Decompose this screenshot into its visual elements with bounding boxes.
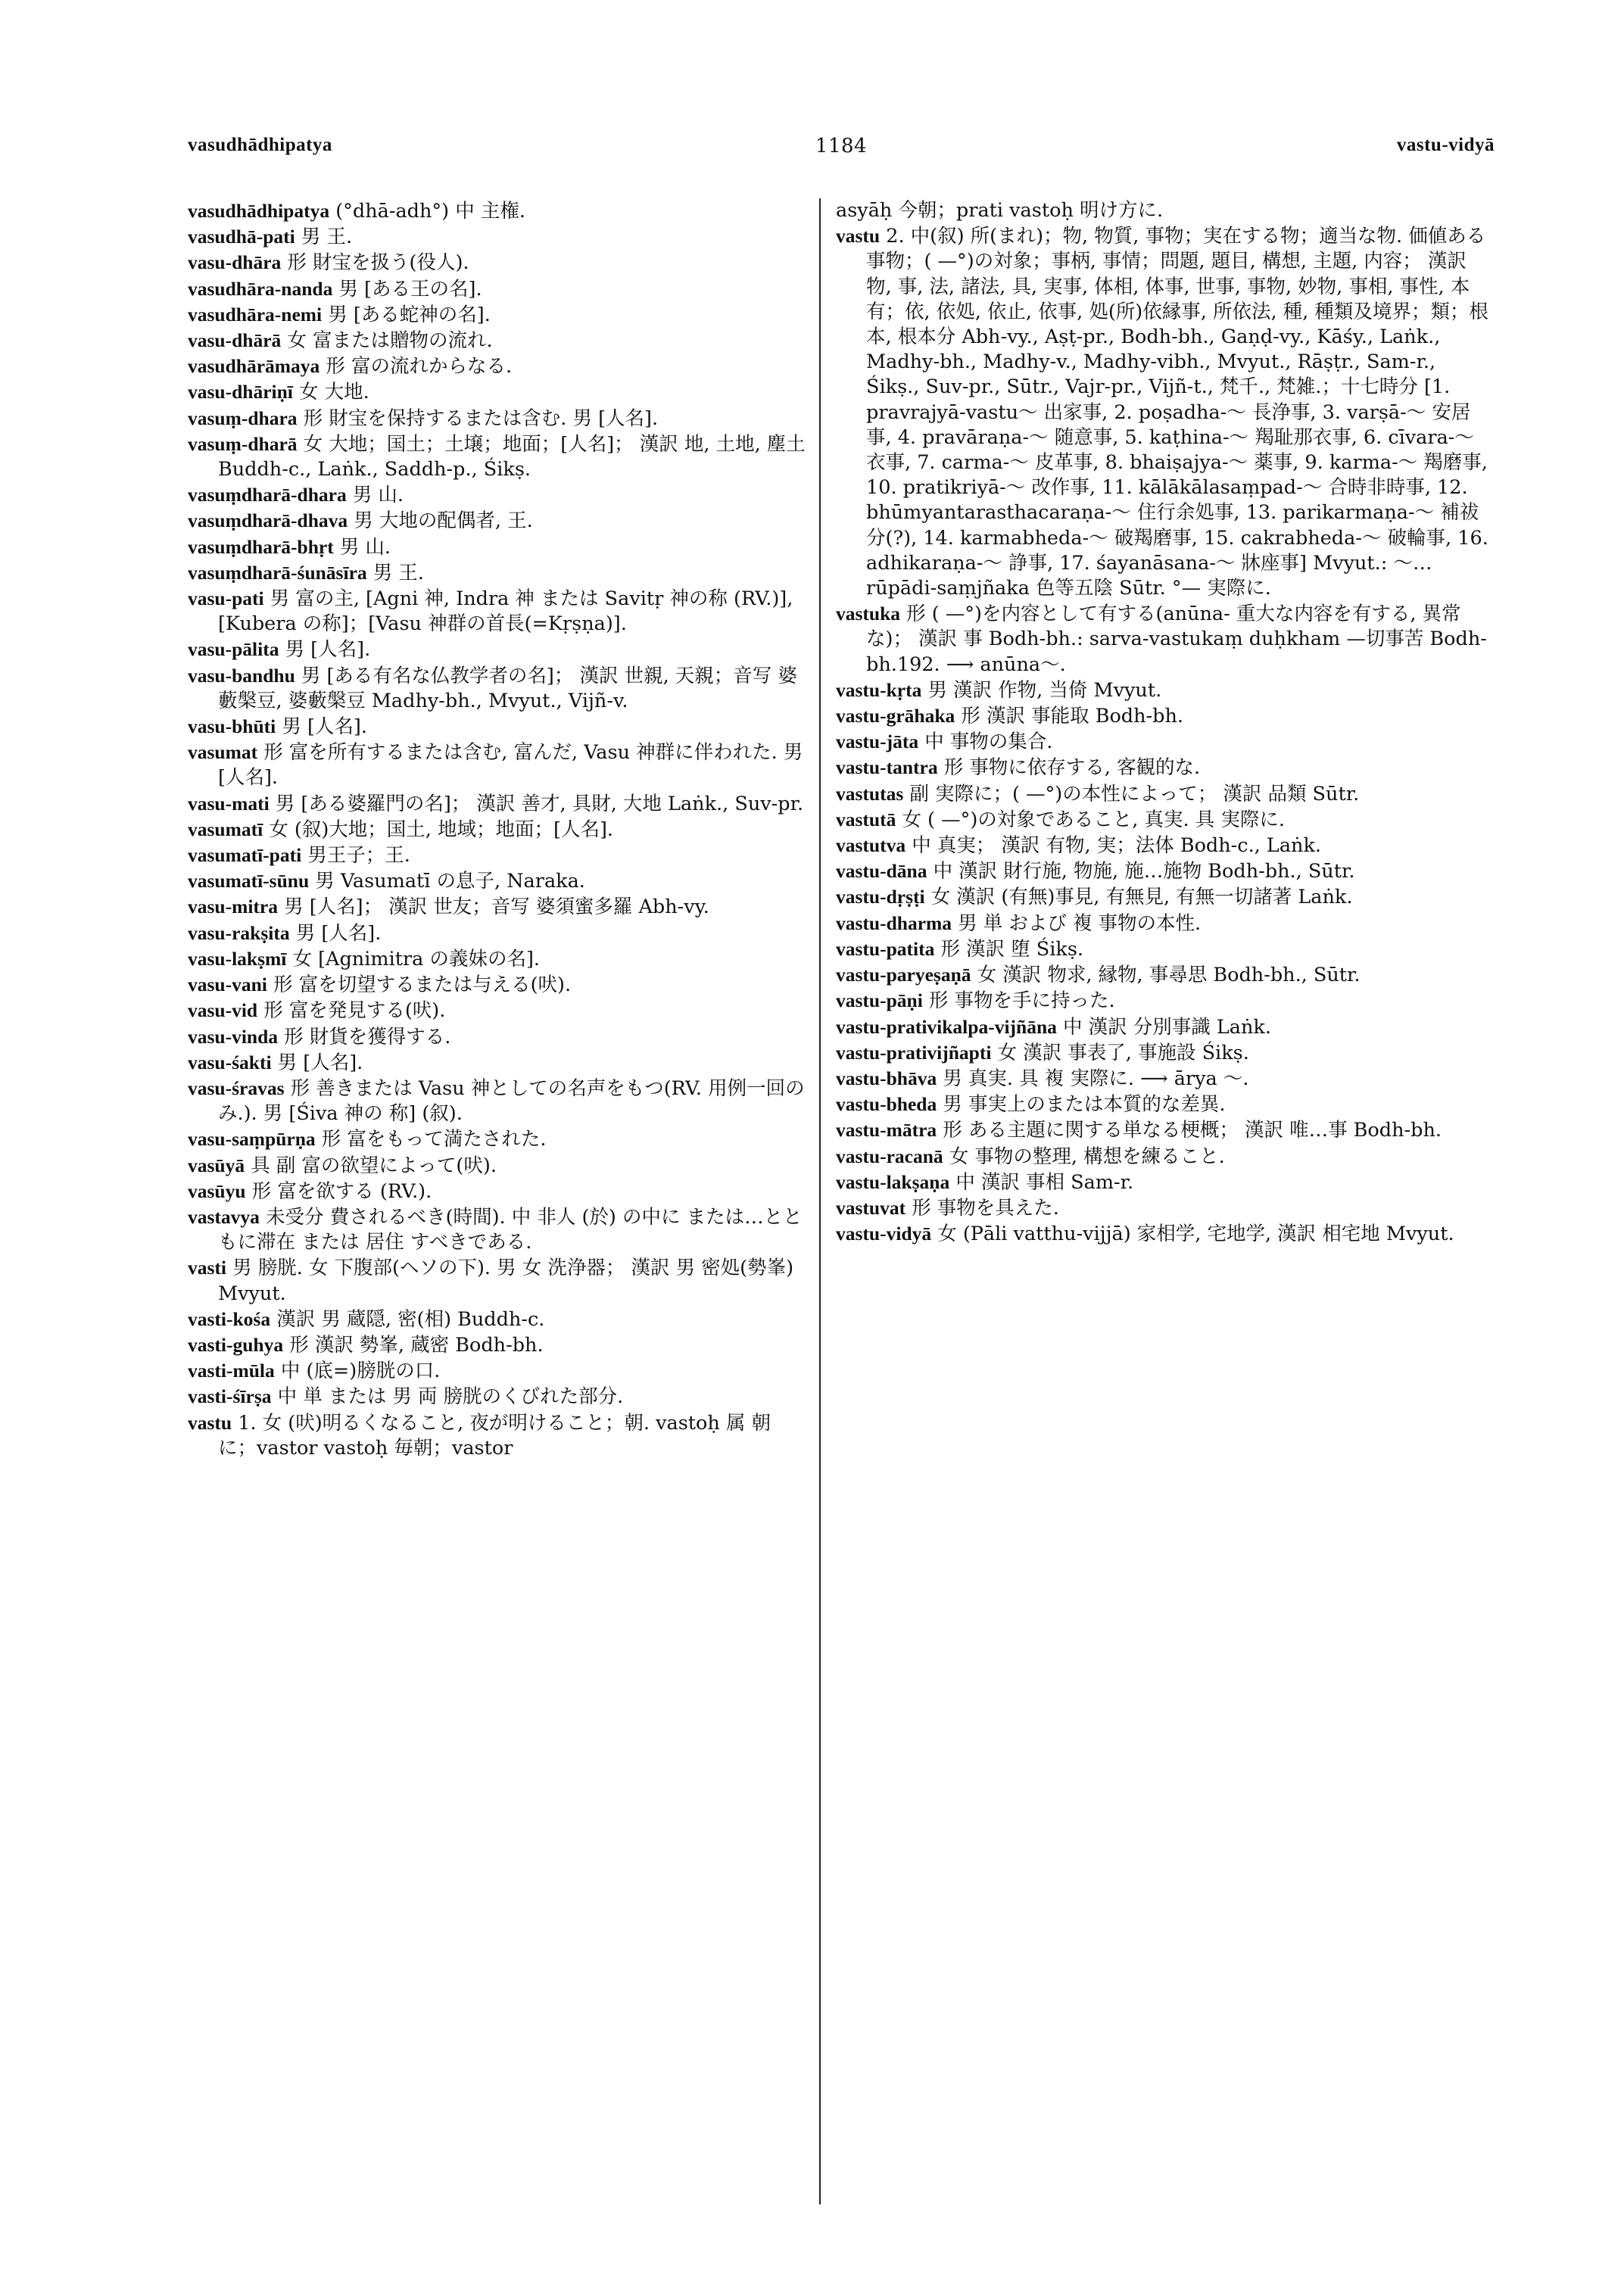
entry-definition: 形 財宝を保持するまたは含む. 男 [人名]. [303, 407, 659, 430]
entry-definition: 形 財宝を扱う(役人). [287, 251, 469, 275]
entry-definition: 1. 女 (吠)明るくなること, 夜が明けること；朝. vastoḥ 属 朝に；vastor vastoḥ 毎朝；vastor [218, 1411, 771, 1460]
entry-definition: 中 (底=)膀胱の口. [280, 1360, 441, 1383]
entry-headword: vastu [188, 1411, 232, 1434]
entry-definition: 女 (叙)大地；国土, 地域；地面；[人名]. [269, 818, 614, 841]
entry-definition: 女 事物の整理, 構想を練ること. [949, 1145, 1225, 1168]
entry-headword: vasu-mitra [188, 896, 278, 918]
dictionary-entry [188, 1204, 809, 1255]
entry-headword: vasu-saṃpūrṇa [188, 1128, 316, 1151]
dictionary-entry [836, 678, 1495, 703]
entry-definition: 男 [ある王の名]. [338, 277, 482, 301]
entry-headword: vasu-śravas [188, 1076, 285, 1099]
dictionary-entry [188, 482, 809, 508]
entry-definition: 形 富をもって満たされた. [321, 1128, 547, 1151]
entry-headword: vasu-bandhu [188, 664, 295, 687]
entry-headword: vastu-jāta [836, 731, 919, 753]
entry-headword: vasudhārāmaya [188, 355, 320, 378]
entry-definition: 形 善きまたは Vasu 神としての名声をもつ(RV. 用例一回のみ.). 男 [Śiva 神の 称] (叙). [218, 1076, 805, 1126]
entry-headword: vasu-vid [188, 999, 258, 1022]
entry-headword: vastu-prativikalpa-vijñāna [836, 1015, 1057, 1038]
entry-headword: vastutā [836, 808, 896, 830]
entry-headword: vastu-patita [836, 937, 935, 960]
entry-headword: vasumatī-sūnu [188, 870, 310, 893]
dictionary-entry [836, 936, 1495, 962]
dictionary-entry [836, 833, 1495, 858]
dictionary-entry [188, 508, 809, 534]
entry-definition: 形 財貨を獲得する. [284, 1025, 451, 1048]
entry-definition: 男王子；王. [307, 844, 410, 868]
dictionary-entry [188, 740, 809, 790]
entry-definition: 未受分 費されるべき(時間). 中 非人 (於) の中に または…とともに滞在 または 居住 すべきである. [218, 1205, 803, 1254]
dictionary-entry [188, 354, 809, 379]
dictionary-entry [188, 1024, 809, 1050]
column-divider [819, 198, 821, 2204]
page-header [188, 135, 1495, 173]
dictionary-entry [836, 755, 1495, 780]
entry-headword: vasudhāra-nemi [188, 303, 323, 326]
dictionary-entry [188, 586, 809, 637]
dictionary-entry [836, 807, 1495, 833]
entry-headword: vastu-bheda [836, 1093, 937, 1116]
entry-definition: 形 事物を具えた. [912, 1196, 1059, 1220]
dictionary-entry [188, 921, 809, 946]
entry-definition: 形 ( —°)を内容として有する(anūna- 重大な内容を有する, 異常な)； 漢訳 事 Bodh-bh.: sarva-vastukaṃ duḥkham —切事苦 Bodh-bh.192. ⟶ anūna～. [866, 603, 1487, 676]
dictionary-entry [188, 1255, 809, 1306]
right-column [836, 198, 1495, 1247]
entry-headword: vastutas [836, 782, 904, 805]
dictionary-entry [188, 663, 809, 714]
entry-definition: 女 富または贈物の流れ. [287, 329, 493, 353]
entry-definition: 男 真実. 具 複 実際に. ⟶ ārya ～. [943, 1067, 1249, 1090]
entry-definition: 男 [人名]. [282, 715, 367, 739]
entry-definition: 男 [人名]. [295, 921, 382, 945]
entry-headword: vasu-śakti [188, 1051, 272, 1073]
dictionary-entry [836, 884, 1495, 910]
dictionary-entry [836, 911, 1495, 936]
entry-definition: 具 副 富の欲望によって(吠). [251, 1154, 497, 1177]
entry-headword: vasti-guhya [188, 1333, 284, 1356]
entry-headword: vastu-dāna [836, 860, 927, 883]
entry-headword: vastu [836, 225, 881, 248]
entry-definition: 副 実際に；( —°)の本性によって； 漢訳 品類 Sūtr. [909, 782, 1360, 805]
entry-headword: vasumatī-pati [188, 844, 302, 867]
entry-headword: vasu-rakṣita [188, 921, 290, 944]
dictionary-entry [188, 894, 809, 920]
dictionary-entry [188, 714, 809, 740]
entry-definition: 男 山. [352, 484, 404, 507]
dictionary-entry [836, 858, 1495, 884]
entry-headword: vasu-lakṣmī [188, 947, 287, 970]
entry-headword: vasuṃ-dharā [188, 432, 298, 455]
dictionary-entry [188, 1050, 809, 1076]
entry-headword: vasudhādhipatya [188, 200, 330, 222]
dictionary-entry [188, 1153, 809, 1179]
entry-definition: 形 ある主題に関する単なる梗概； 漢訳 唯…事 Bodh-bh. [943, 1119, 1442, 1142]
entry-headword: vasuṃdharā-śunāsīra [188, 561, 367, 584]
dictionary-entry [836, 1144, 1495, 1170]
entry-definition: 男 [ある有名な仏教学者の名]； 漢訳 世親, 天親；音写 婆藪槃豆, 婆藪槃豆 Madhy-bh., Mvyut., Vijñ-v. [218, 664, 797, 712]
dictionary-entry [188, 250, 809, 276]
entry-definition: 中 真実； 漢訳 有物, 実；法体 Bodh-c., Laṅk. [912, 834, 1322, 858]
entry-definition: 形 漢訳 勢峯, 蔵密 Bodh-bh. [289, 1333, 544, 1357]
entry-definition: 中 漢訳 分別事識 Laṅk. [1063, 1015, 1271, 1039]
dictionary-entry [188, 431, 809, 482]
entry-definition: 男 王. [372, 561, 424, 584]
dictionary-entry [836, 962, 1495, 988]
entry-definition: 男 [人名]. [277, 1051, 363, 1074]
entry-definition: (°dhā-adh°) 中 主権. [335, 200, 525, 223]
entry-definition: 男 富の主, [Agni 神, Indra 神 または Savitṛ 神の称 (RV.)], [Kubera の称]；[Vasu 神群の首長(=Kṛṣṇa)]. [218, 587, 793, 636]
entry-headword: vasuṃdharā-dhava [188, 509, 348, 532]
entry-definition: 男 事実上のまたは本質的な差異. [943, 1093, 1226, 1117]
dictionary-entry [188, 328, 809, 354]
dictionary-entry [188, 276, 809, 302]
dictionary-entry [188, 868, 809, 894]
dictionary-entry [836, 729, 1495, 755]
dictionary-entry [188, 224, 809, 250]
dictionary-entry [836, 601, 1495, 678]
entry-definition: 形 富を欲する (RV.). [251, 1179, 432, 1203]
entry-headword: vastuka [836, 603, 901, 625]
entry-definition: 女 (Pāli vatthu-vijjā) 家相学, 宅地学, 漢訳 相宅地 Mvyut. [937, 1223, 1454, 1246]
dictionary-entry [836, 198, 1495, 223]
entry-definition: 形 事物に依存する, 客観的な. [943, 756, 1201, 780]
entry-definition: 男 大地の配偶者, 王. [354, 509, 533, 533]
entry-headword: vasu-dhārā [188, 329, 282, 352]
dictionary-entry [836, 1066, 1495, 1092]
dictionary-entry [836, 1170, 1495, 1195]
entry-headword: vasūyu [188, 1179, 246, 1202]
entry-definition: 女 ( —°)の対象であること, 真実. 具 実際に. [902, 808, 1285, 831]
entry-headword: vasti-śīrṣa [188, 1385, 272, 1408]
dictionary-entry [188, 1332, 809, 1358]
entry-definition: 形 漢訳 堕 Śikṣ. [940, 937, 1084, 961]
entry-definition: 漢訳 男 蔵隠, 密(相) Buddh-c. [276, 1307, 545, 1331]
dictionary-entry [188, 534, 809, 560]
entry-definition: 男 漢訳 作物, 当倚 Mvyut. [927, 678, 1162, 702]
dictionary-entry [836, 1014, 1495, 1040]
entry-headword: vastu-paryeṣaṇā [836, 964, 971, 986]
dictionary-entry [188, 198, 809, 224]
dictionary-entry [188, 1179, 809, 1204]
entry-headword: vastu-mātra [836, 1119, 937, 1142]
dictionary-entry [188, 791, 809, 817]
running-head-right: vastu-vidyā [1396, 135, 1495, 155]
entry-definition: 男 [ある蛇神の名]. [328, 303, 491, 326]
entry-headword: vastu-lakṣaṇa [836, 1170, 950, 1193]
dictionary-entry [188, 560, 809, 586]
entry-headword: vastu-tantra [836, 756, 938, 779]
entry-headword: vasu-vani [188, 974, 267, 996]
entry-headword: vasti [188, 1257, 226, 1279]
entry-definition: 男 単 および 複 事物の本性. [958, 911, 1202, 935]
entry-definition: 形 漢訳 事能取 Bodh-bh. [961, 705, 1184, 728]
entry-headword: vastu-dṛṣṭi [836, 886, 925, 908]
left-column [188, 198, 809, 1461]
entry-headword: vastu-kṛta [836, 678, 922, 701]
entry-headword: vastu-racanā [836, 1145, 943, 1167]
entry-headword: vasu-dhāriṇī [188, 381, 293, 403]
entry-headword: vasudhāra-nanda [188, 277, 333, 300]
entry-headword: vastu-grāhaka [836, 705, 955, 727]
dictionary-entry [188, 843, 809, 868]
dictionary-entry [836, 1221, 1495, 1247]
dictionary-entry [188, 1307, 809, 1332]
entry-definition: 女 漢訳 物求, 縁物, 事尋思 Bodh-bh., Sūtr. [977, 964, 1361, 987]
entry-headword: vasti-kośa [188, 1307, 271, 1330]
entry-definition: 2. 中(叙) 所(まれ)；物, 物質, 事物；実在する物；適当な物. 価値ある事物；( —°)の対象；事柄, 事情；問題, 題目, 構想, 主題, 内容； 漢訳 物, 事, 法, 諸法, 具, 実事, 体相, 体事, 世事, 事物, 妙物, 事相, 事性, 本有；依, 依処, 依止, 依事, 処(所)依縁事, 所依法, 種, 種類及境界；類；根本, 根本分 Abh-vy., Aṣṭ-pr., Bodh-bh., Gaṇḍ-vy., Kāśy., Laṅk., Madhy-bh., Madhy-v., Madhy-vibh., Mvyut., Rāṣṭr., Sam-r., Śikṣ., Suv-pr., Sūtr., Vajr-pr., Vijñ-t., 梵千., 梵雑.；十七時分 [1. pravrajyā-vastu～ 出家事, 2. poṣadha-～ 長浄事, 3. varṣā-～ 安居事, 4. pravāraṇa-～ 随意事, 5. kaṭhina-～ 羯耻那衣事, 6. cīvara-～ 衣事, 7. carma-～ 皮革事, 8. bhaiṣajya-～ 薬事, 9. karma-～ 羯磨事, 10. pratikriyā-～ 改作事, 11. kālākālasaṃpad-～ 合時非時事, 12. bhūmyantarasthacaraṇa-～ 住行余処事, 13. parikarmaṇa-～ 補祓分(?), 14. karmabheda-～ 破羯磨事, 15. cakrabheda-～ 破輪事, 16. adhikaraṇa-～ 諍事, 17. śayanāsana-～ 牀座事] Mvyut.: ～…rūpādi-saṃjñaka 色等五陰 Sūtr. °— 実際に. [866, 225, 1488, 600]
entry-definition: 形 事物を手に持った. [928, 989, 1115, 1013]
entry-headword: vasu-mati [188, 792, 270, 815]
entry-headword: vasuṃdharā-dhara [188, 484, 347, 506]
entry-headword: vastuvat [836, 1196, 906, 1219]
entry-headword: vasu-pālita [188, 638, 279, 661]
dictionary-entry [188, 302, 809, 328]
entry-headword: vasudhā-pati [188, 226, 295, 248]
dictionary-entry [836, 1040, 1495, 1066]
dictionary-entry [188, 1358, 809, 1384]
entry-headword: vasu-dhāra [188, 251, 282, 274]
entry-headword: vastu-dharma [836, 911, 952, 934]
entry-definition: 中 漢訳 財行施, 物施, 施…施物 Bodh-bh., Sūtr. [933, 860, 1355, 883]
entry-headword: vasumatī [188, 818, 263, 840]
entry-definition: 男 山. [339, 535, 391, 559]
running-head-left: vasudhādhipatya [188, 135, 332, 155]
dictionary-entry [188, 1076, 809, 1126]
entry-headword: vasti-mūla [188, 1360, 275, 1382]
entry-definition: 女 漢訳 (有無)事見, 有無見, 有無一切諸著 Laṅk. [930, 886, 1353, 909]
entry-definition: 形 富を所有するまたは含む, 富んだ, Vasu 神群に伴われた. 男 [人名]. [218, 741, 803, 790]
entry-definition: 女 漢訳 事表了, 事施設 Śikṣ. [997, 1041, 1249, 1064]
dictionary-entry [188, 637, 809, 662]
entry-definition: 女 [Agnimitra の義妹の名]. [292, 947, 540, 970]
entry-headword: vastu-pāṇi [836, 989, 923, 1012]
entry-headword: vasuṃ-dhara [188, 407, 298, 429]
entry-definition: 形 富を切望するまたは与える(吠). [273, 974, 572, 997]
entry-definition: 中 事物の集合. [924, 731, 1053, 754]
entry-definition: 男 [人名]. [285, 638, 371, 662]
entry-definition: 中 単 または 男 両 膀胱のくびれた部分. [277, 1385, 624, 1409]
entry-headword: vastu-prativijñapti [836, 1041, 992, 1064]
dictionary-entry [188, 1126, 809, 1152]
entry-definition: 男 王. [301, 226, 353, 249]
entry-definition: 女 大地. [299, 381, 369, 404]
dictionary-entry [836, 1195, 1495, 1221]
dictionary-entry [836, 1092, 1495, 1117]
dictionary-entry [188, 379, 809, 405]
entry-definition: 中 漢訳 事相 Sam-r. [955, 1170, 1134, 1194]
entry-headword: vasu-pati [188, 587, 264, 610]
dictionary-entry [188, 1410, 809, 1461]
page-number: 1184 [815, 135, 868, 157]
entry-headword: vasūyā [188, 1154, 245, 1176]
entry-headword: vastu-vidyā [836, 1223, 932, 1245]
dictionary-entry [836, 223, 1495, 601]
entry-definition: 男 Vasumatī の息子, Naraka. [315, 870, 585, 893]
dictionary-entry [188, 998, 809, 1023]
entry-definition: 形 富を発見する(吠). [263, 999, 446, 1023]
entry-headword: vastavya [188, 1205, 260, 1228]
dictionary-entry [836, 703, 1495, 729]
dictionary-entry [188, 1384, 809, 1410]
entry-definition: 女 大地；国土；土壌；地面；[人名]； 漢訳 地, 土地, 塵土 Buddh-c., Laṅk., Saddh-p., Śikṣ. [218, 432, 806, 481]
entry-headword: vastutva [836, 834, 906, 857]
entry-headword: vasu-bhūti [188, 715, 276, 738]
dictionary-entry [836, 781, 1495, 807]
entry-definition: 男 膀胱. 女 下腹部(ヘソの下). 男 女 洗浄器； 漢訳 男 密処(勢峯) Mvyut. [218, 1257, 794, 1305]
entry-headword: vasumat [188, 741, 258, 764]
dictionary-entry [188, 972, 809, 998]
entry-definition: 男 [ある婆羅門の名]； 漢訳 善才, 具財, 大地 Laṅk., Suv-pr. [275, 792, 804, 815]
dictionary-entry [836, 988, 1495, 1014]
entry-definition: asyāḥ 今朝；prati vastoḥ 明け方に. [836, 199, 1164, 222]
dictionary-entry [188, 946, 809, 972]
dictionary-entry [836, 1117, 1495, 1143]
entry-headword: vasu-vinda [188, 1025, 279, 1048]
entry-headword: vastu-bhāva [836, 1067, 937, 1089]
entry-definition: 形 富の流れからなる. [326, 355, 513, 379]
entry-definition: 男 [人名]； 漢訳 世友；音写 婆須蜜多羅 Abh-vy. [284, 896, 709, 919]
dictionary-entry [188, 817, 809, 843]
entry-headword: vasuṃdharā-bhṛt [188, 535, 334, 558]
dictionary-entry [188, 406, 809, 431]
